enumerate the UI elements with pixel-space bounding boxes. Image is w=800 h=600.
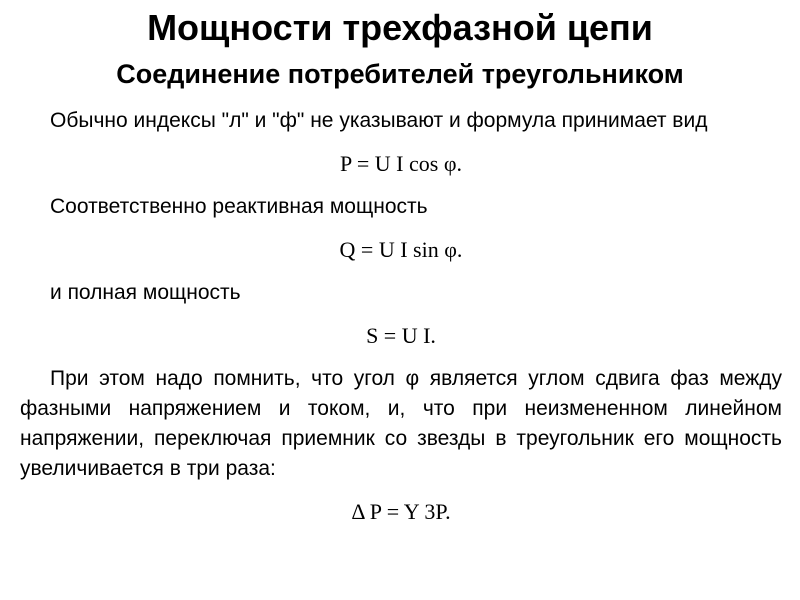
paragraph-apparent: и полная мощность bbox=[50, 281, 241, 304]
slide-title: Мощности трехфазной цепи bbox=[147, 7, 653, 48]
slide-subtitle: Соединение потребителей треугольником bbox=[116, 59, 684, 89]
paragraph-reactive: Соответственно реактивная мощность bbox=[50, 195, 428, 218]
formula-reactive-power: Q = U I sin φ. bbox=[339, 237, 463, 262]
paragraph-note: При этом надо помнить, что угол φ является углом сдвига фаз между фазными напряжением и током, и, что при неизмененном линейном напряжении, переключая приемник со звезды в треугольник его мощность увеличивается в три раза: bbox=[20, 367, 782, 480]
paragraph-intro: Обычно индексы "л" и "ф" не указывают и формула принимает вид bbox=[50, 109, 708, 132]
slide-body bbox=[20, 106, 782, 527]
formula-active-power: P = U I cos φ. bbox=[339, 151, 463, 176]
formula-power-increase: Δ P = Y 3P. bbox=[351, 499, 451, 524]
formula-apparent-power: S = U I. bbox=[366, 323, 436, 348]
